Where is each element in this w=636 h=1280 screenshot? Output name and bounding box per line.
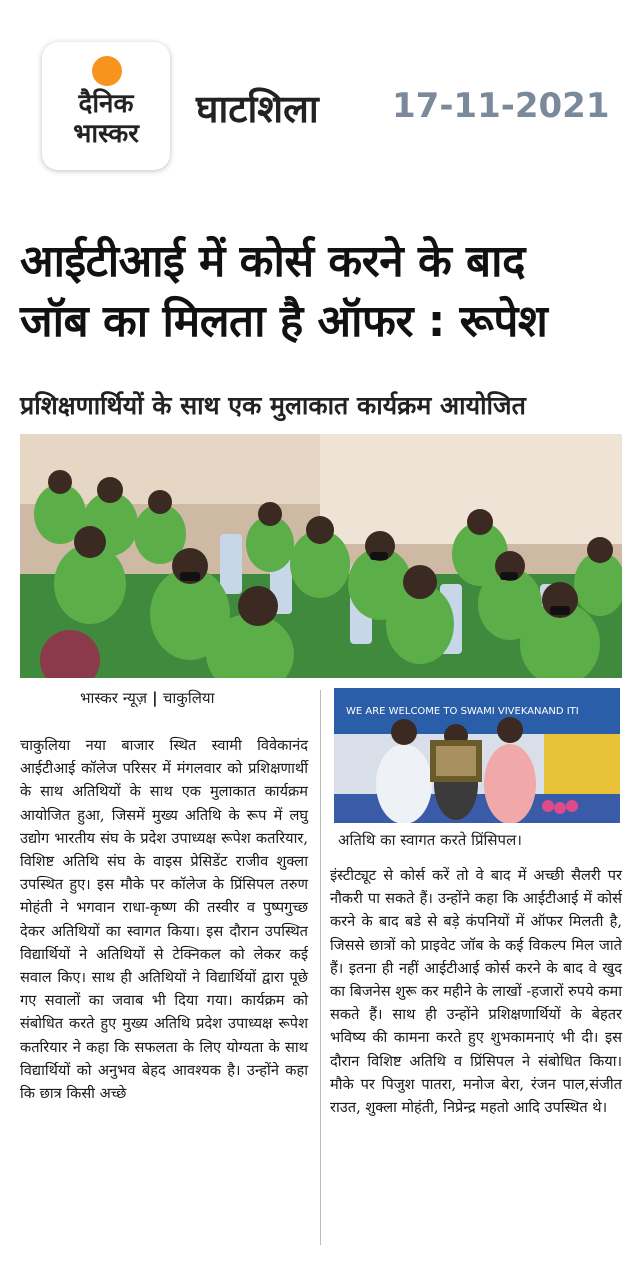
welcome-photo	[334, 688, 620, 823]
logo-line2: भास्कर	[73, 119, 139, 149]
article-column-right: इंस्टीट्यूट से कोर्स करें तो वे बाद में अच्छी सैलरी पर नौकरी पा सकते हैं। उन्होंने कहा कि आईटीआई में कोर्स करने के बाद बडे से बड़े कंपनियों में ऑफर मिलती है, जिससे छात्रों को प्राइवेट जॉब के कई विकल्प मिल जाते हैं। इतना ही नहीं आईटीआई कोर्स करने के बाद वे खुद का बिजनेस शुरू कर महीने के लाखों -हजारों रुपये कमा सकते हैं। साथ ही उन्होंने प्रशिक्षणार्थियों के बेहतर भविष्य की कामना करते हुए शुभकामनाएं भी दी। इस दौरान विशिष्ट अतिथि व प्रिंसिपल ने संबोधित किया। मौके पर पिजुश पातरा, मनोज बेरा, रंजन पाल,संजीत राउत, शुक्ला मोहंती, निप्रेन्द्र महतो आदि उपस्थित थे।	[330, 867, 622, 1117]
banner-text: WE ARE WELCOME TO SWAMI VIVEKANAND ITI	[346, 706, 579, 717]
students-photo	[20, 434, 622, 678]
edition-place: घाटशिला	[196, 87, 319, 131]
sun-icon	[92, 56, 122, 86]
dainik-bhaskar-logo	[42, 42, 170, 170]
students-photo-illustration	[20, 434, 622, 678]
column-divider	[320, 690, 321, 1245]
byline: भास्कर न्यूज़ | चाकुलिया	[80, 689, 215, 707]
article-column-left: चाकुलिया नया बाजार स्थित स्वामी विवेकानंद आईटीआई कॉलेज परिसर में मंगलवार को प्रशिक्षणार्थी के साथ अतिथियों के साथ एक मुलाकात कार्यक्रम आयोजित हुआ, जिसमें मुख्य अतिथि के रूप में लघु उद्योग भारतीय संघ के प्रदेश उपाध्यक्ष रूपेश कतरियार, विशिष्ट अतिथि संघ के वाइस प्रेसिडेंट राजीव शुक्ला उपस्थित हुए। इस मौके पर कॉलेज के प्रिंसिपल तरुण मोहंती ने भगवान राधा-कृष्ण की तस्वीर व पुष्पगुच्छ देकर अतिथियों का स्वागत किया। इस दौरान उपस्थित विद्यार्थियों ने अतिथियों से टेक्निकल को लेकर कई सवाल किए। साथ ही अतिथियों ने विद्यार्थियों द्वारा पूछे गए सवालों का जवाब भी दिया गया। कार्यक्रम को संबोधित करते हुए मुख्य अतिथि प्रदेश उपाध्यक्ष रूपेश कतरियार ने कहा कि सफलता के लिए योग्यता के साथ विद्यार्थियों को अनुभव बेहद आवश्यक है। उन्होंने कहा कि छात्र किसी अच्छे	[20, 737, 308, 1103]
byline-place: चाकुलिया	[162, 689, 215, 707]
logo-line1: दैनिक	[78, 89, 134, 119]
header	[0, 0, 636, 200]
article-headline	[20, 232, 620, 352]
headline-line1: आईटीआई में कोर्स करने के बाद	[20, 236, 525, 287]
article-subheadline: प्रशिक्षणार्थियों के साथ एक मुलाकात कार्यक्रम आयोजित	[20, 391, 526, 420]
photo-caption: अतिथि का स्वागत करते प्रिंसिपल।	[338, 831, 522, 849]
headline-line2: जॉब का मिलता है ऑफर : रूपेश	[20, 296, 548, 347]
edition-date: 17-11-2021	[392, 86, 610, 126]
byline-source: भास्कर न्यूज़	[80, 689, 147, 707]
welcome-photo-illustration	[334, 688, 620, 823]
